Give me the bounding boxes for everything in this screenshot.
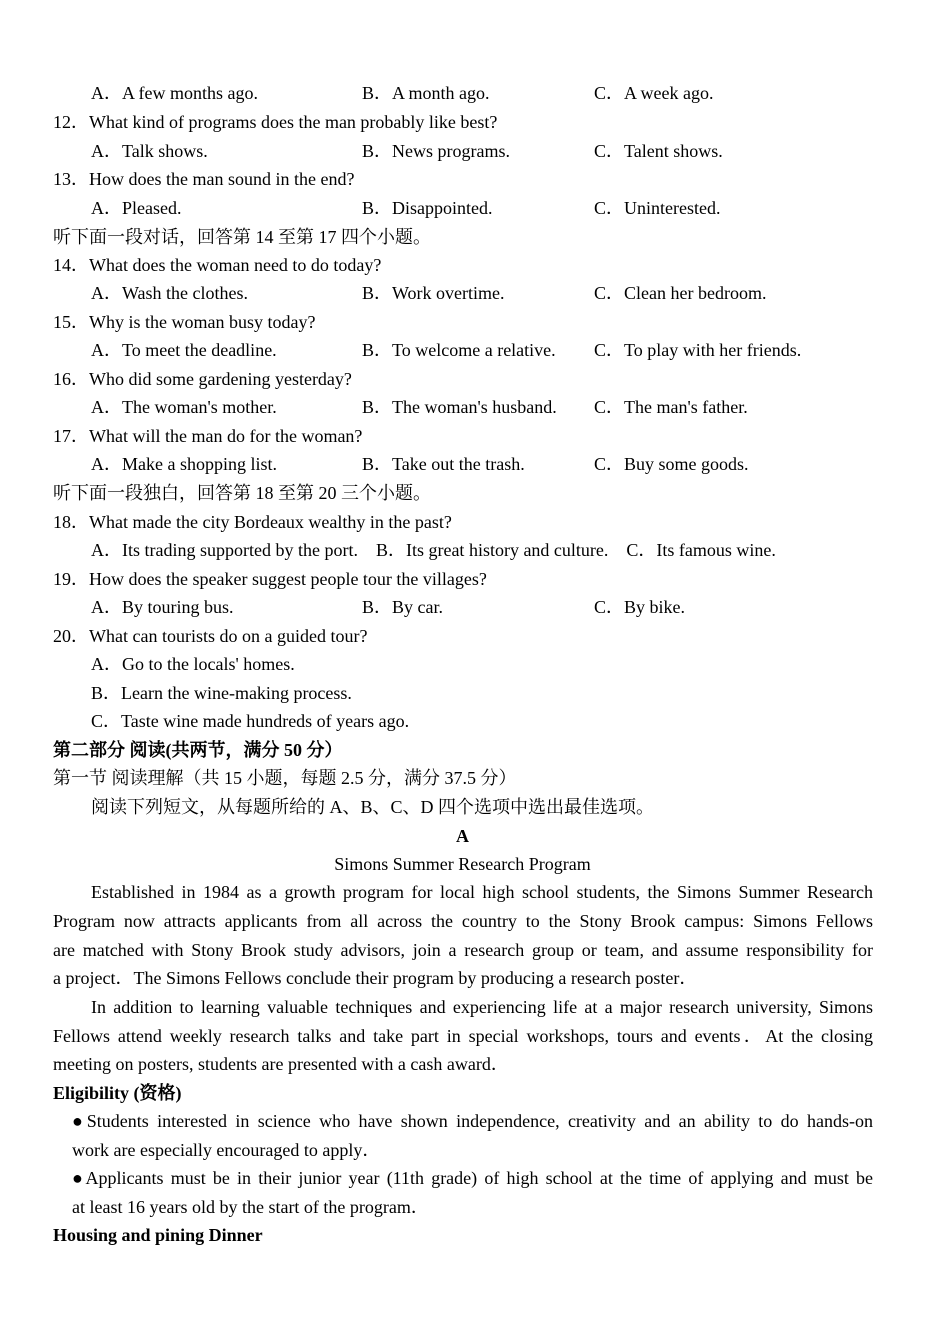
q11-option-b: B．A month ago. <box>362 83 490 103</box>
q13-option-c: C．Uninterested. <box>594 198 721 218</box>
passage-label: A <box>456 826 469 846</box>
q16-option-a: A．The woman's mother. <box>91 397 277 417</box>
q12-option-a: A．Talk shows. <box>91 141 208 161</box>
q17-option-a: A．Make a shopping list. <box>91 454 277 474</box>
q16-option-b: B．The woman's husband. <box>362 397 557 417</box>
passage-title: Simons Summer Research Program <box>334 854 591 874</box>
reading-instruction: 阅读下列短文，从每题所给的 A、B、C、D 四个选项中选出最佳选项。 <box>91 797 655 817</box>
paragraph-2-line: Fellows attend weekly research talks and take part in special workshops, tours and events．At the closing <box>53 1026 873 1046</box>
paragraph-2-line: meeting on posters, students are presented with a cash award． <box>53 1054 509 1074</box>
q14-option-b: B．Work overtime. <box>362 283 505 303</box>
q13-option-a: A．Pleased. <box>91 198 182 218</box>
eligibility-bullet-1-cont: work are especially encouraged to apply． <box>72 1140 381 1160</box>
q14-option-a: A．Wash the clothes. <box>91 283 249 303</box>
q16-stem: 16．Who did some gardening yesterday? <box>53 369 352 389</box>
q20-option-b: B．Learn the wine-making process. <box>91 683 352 703</box>
q19-option-a: A．By touring bus. <box>91 597 234 617</box>
q18-options: A．Its trading supported by the port. B．Its great history and culture. C．Its famous wine. <box>91 540 776 560</box>
q19-option-c: C．By bike. <box>594 597 686 617</box>
eligibility-heading: Eligibility (资格) <box>53 1083 182 1103</box>
q20-option-a: A．Go to the locals' homes. <box>91 654 295 674</box>
q13-stem: 13．How does the man sound in the end? <box>53 169 355 189</box>
q17-option-c: C．Buy some goods. <box>594 454 749 474</box>
housing-heading: Housing and pining Dinner <box>53 1225 263 1245</box>
q17-option-b: B．Take out the trash. <box>362 454 525 474</box>
paragraph-1-line: a project．The Simons Fellows conclude their program by producing a research poster． <box>53 968 698 988</box>
q18-stem: 18．What made the city Bordeaux wealthy in the past? <box>53 512 452 532</box>
q15-option-b: B．To welcome a relative. <box>362 340 556 360</box>
q14-stem: 14．What does the woman need to do today? <box>53 255 382 275</box>
section1-title: 第一节 阅读理解（共 15 小题，每题 2.5 分，满分 37.5 分） <box>53 768 517 788</box>
q11-option-a: A．A few months ago. <box>91 83 258 103</box>
q13-option-b: B．Disappointed. <box>362 198 493 218</box>
q12-option-b: B．News programs. <box>362 141 510 161</box>
q15-stem: 15．Why is the woman busy today? <box>53 312 316 332</box>
q12-option-c: C．Talent shows. <box>594 141 723 161</box>
q14-option-c: C．Clean her bedroom. <box>594 283 767 303</box>
paragraph-2-line: In addition to learning valuable techniques and experiencing life at a major research university, Simons <box>91 997 873 1017</box>
q19-stem: 19．How does the speaker suggest people tour the villages? <box>53 569 487 589</box>
paragraph-1-line: Program now attracts applicants from all across the country to the Stony Brook campus: Simons Fellows <box>53 911 873 931</box>
q20-option-c: C．Taste wine made hundreds of years ago. <box>91 711 410 731</box>
instruction-monologue: 听下面一段独白，回答第 18 至第 20 三个小题。 <box>53 483 431 503</box>
eligibility-bullet-1: ●Students interested in science who have shown independence, creativity and an ability to do hands-on <box>72 1111 873 1131</box>
q15-option-a: A．To meet the deadline. <box>91 340 277 360</box>
q15-option-c: C．To play with her friends. <box>594 340 802 360</box>
q19-option-b: B．By car. <box>362 597 443 617</box>
q16-option-c: C．The man's father. <box>594 397 748 417</box>
part2-title: 第二部分 阅读(共两节，满分 50 分） <box>53 740 343 760</box>
q17-stem: 17．What will the man do for the woman? <box>53 426 363 446</box>
instruction-dialogue: 听下面一段对话，回答第 14 至第 17 四个小题。 <box>53 227 431 247</box>
q20-stem: 20．What can tourists do on a guided tour? <box>53 626 368 646</box>
eligibility-bullet-2: ●Applicants must be in their junior year (11th grade) of high school at the time of applying and must be <box>72 1168 873 1188</box>
eligibility-bullet-2-cont: at least 16 years old by the start of the program． <box>72 1197 429 1217</box>
q12-stem: 12．What kind of programs does the man probably like best? <box>53 112 498 132</box>
q11-option-c: C．A week ago. <box>594 83 714 103</box>
paragraph-1-line: Established in 1984 as a growth program for local high school students, the Simons Summer Research <box>91 882 873 902</box>
paragraph-1-line: are matched with Stony Brook study advisors, join a research group or team, and assume responsibility for <box>53 940 873 960</box>
